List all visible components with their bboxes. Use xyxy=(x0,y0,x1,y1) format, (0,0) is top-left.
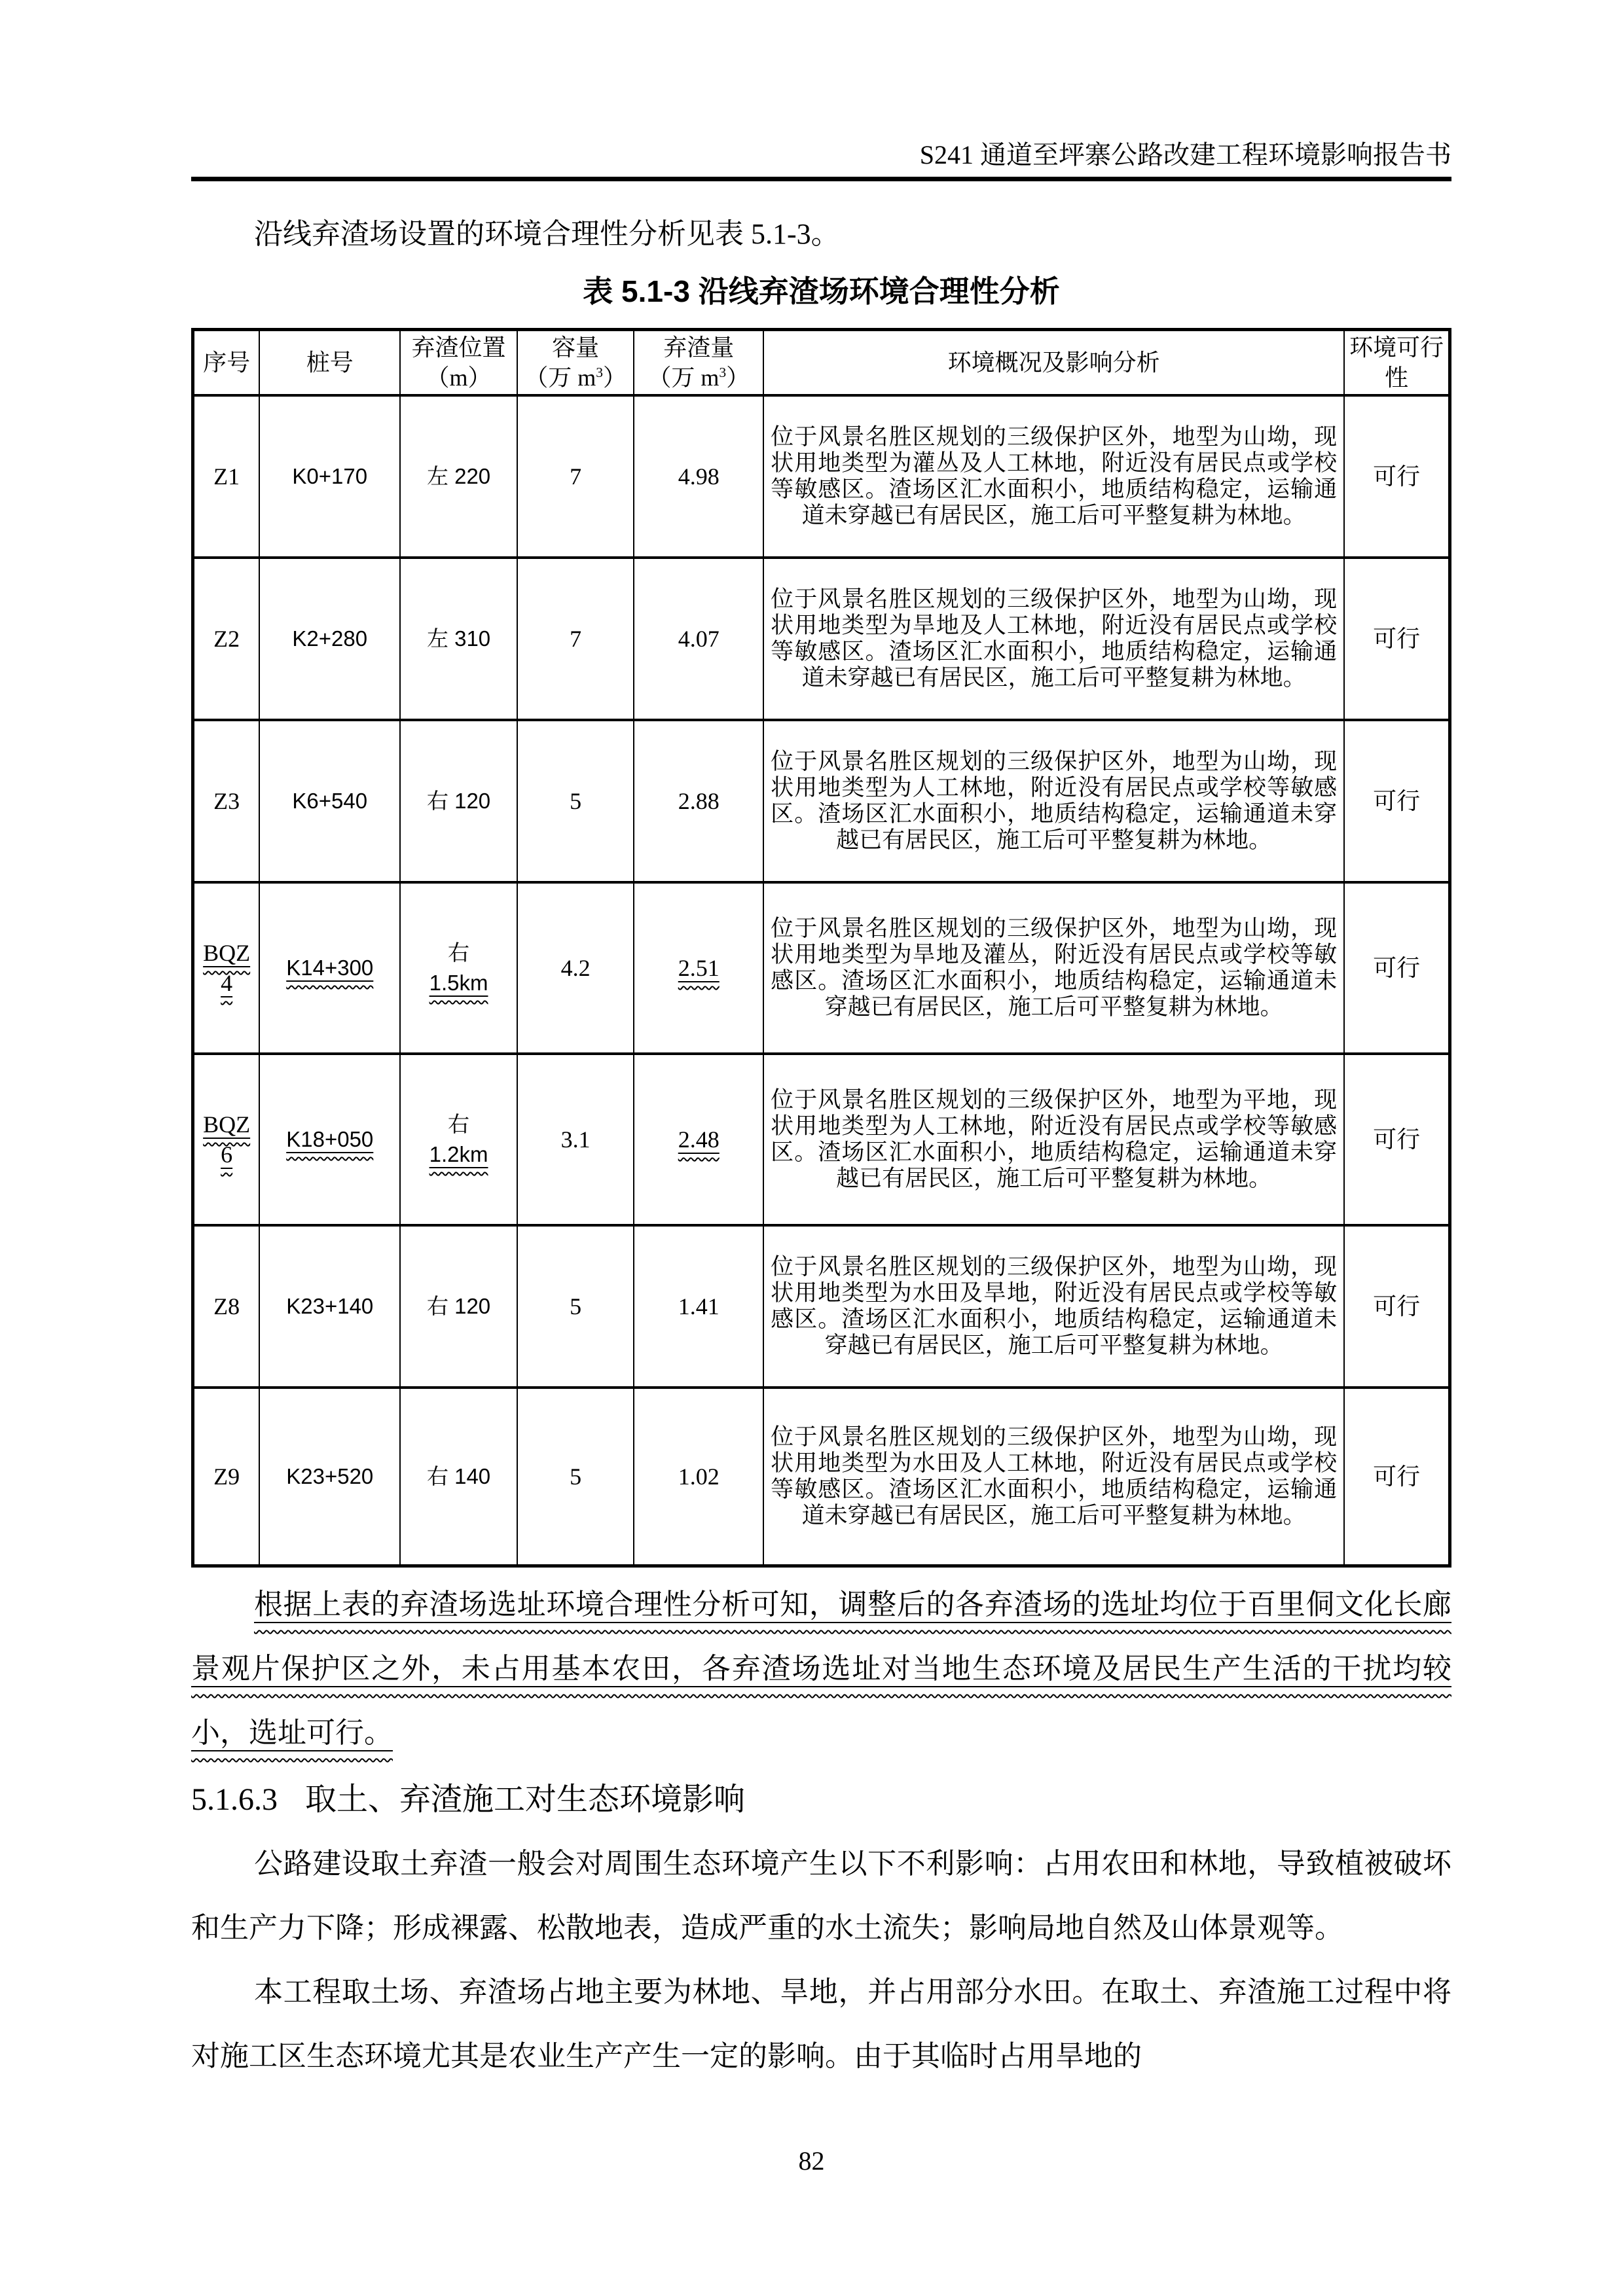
col-header-capacity: 容量 （万 $m^3$） xyxy=(517,330,634,396)
cell-feasibility: 可行 xyxy=(1344,1054,1450,1225)
cell-position: 左 310 xyxy=(400,558,517,720)
table-row-bqz4 xyxy=(193,882,1450,1054)
col-header-position: 弃渣位置 （m） xyxy=(400,330,517,396)
cell-description: 位于风景名胜区规划的三级保护区外，地型为山坳，现状用地类型为水田及人工林地，附近没有居民点或学校等敏感区。渣场区汇水面积小，地质结构稳定，运输通道未穿越已有居民区，施工后可平整复耕为林地。 xyxy=(763,1388,1344,1566)
cell-seq: Z3 xyxy=(193,720,260,882)
conclusion-paragraph: 根据上表的弃渣场选址环境合理性分析可知，调整后的各弃渣场的选址均位于百里侗文化长廊景观片保护区之外，未占用基本农田，各弃渣场选址对当地生态环境及居民生产生活的干扰均较小，选址可行。 xyxy=(191,1588,1451,1749)
table-row-z2 xyxy=(193,558,1450,720)
col-header-feasibility: 环境可行性 xyxy=(1344,330,1450,396)
cell-feasibility: 可行 xyxy=(1344,720,1450,882)
cell-volume: 2.88 xyxy=(634,720,763,882)
cell-volume: 1.41 xyxy=(634,1225,763,1388)
cell-stake: K0+170 xyxy=(259,395,400,558)
cell-stake: K18+050 xyxy=(259,1054,400,1225)
table-row-z3 xyxy=(193,720,1450,882)
section-title: 取土、弃渣施工对生态环境影响 xyxy=(305,1782,746,1817)
page-number: 82 xyxy=(798,2146,825,2176)
cell-stake: K2+280 xyxy=(259,558,400,720)
col-header-seq: 序号 xyxy=(193,330,260,396)
cell-position: 右 1.2km xyxy=(400,1054,517,1225)
col-header-volume: 弃渣量 （万 $m^3$） xyxy=(634,330,763,396)
cell-seq: Z8 xyxy=(193,1225,260,1388)
cell-capacity: 7 xyxy=(517,558,634,720)
cell-description: 位于风景名胜区规划的三级保护区外，地型为山坳，现状用地类型为水田及旱地，附近没有居民点或学校等敏感区。渣场区汇水面积小，地质结构稳定，运输通道未穿越已有居民区，施工后可平整复耕为林地。 xyxy=(763,1225,1344,1388)
cell-capacity: 5 xyxy=(517,1388,634,1566)
header-title: S241 通道至坪寨公路改建工程环境影响报告书 xyxy=(919,140,1451,170)
table-row-z9 xyxy=(193,1388,1450,1566)
section-heading xyxy=(191,1768,1451,1832)
cell-position: 右 120 xyxy=(400,1225,517,1388)
table-header-row xyxy=(193,330,1450,396)
cell-seq: BQZ6 xyxy=(193,1054,260,1225)
cell-description: 位于风景名胜区规划的三级保护区外，地型为山坳，现状用地类型为旱地及人工林地，附近没有居民点或学校等敏感区。渣场区汇水面积小，地质结构稳定，运输通道未穿越已有居民区，施工后可平整复耕为林地。 xyxy=(763,558,1344,720)
table-row-z1 xyxy=(193,395,1450,558)
cell-seq: Z9 xyxy=(193,1388,260,1566)
cell-position: 右 1.5km xyxy=(400,882,517,1054)
table-row-z8 xyxy=(193,1225,1450,1388)
cell-volume: 4.07 xyxy=(634,558,763,720)
cell-capacity: 4.2 xyxy=(517,882,634,1054)
cell-description: 位于风景名胜区规划的三级保护区外，地型为山坳，现状用地类型为旱地及灌丛，附近没有居民点或学校等敏感区。渣场区汇水面积小，地质结构稳定，运输通道未穿越已有居民区，施工后可平整复耕为林地。 xyxy=(763,882,1344,1054)
section-number: 5.1.6.3 xyxy=(191,1782,278,1817)
cell-feasibility: 可行 xyxy=(1344,558,1450,720)
cell-description: 位于风景名胜区规划的三级保护区外，地型为山坳，现状用地类型为人工林地，附近没有居民点或学校等敏感区。渣场区汇水面积小，地质结构稳定，运输通道未穿越已有居民区，施工后可平整复耕为林地。 xyxy=(763,720,1344,882)
paragraph-impacts: 公路建设取土弃渣一般会对周围生态环境产生以下不利影响：占用农田和林地，导致植被破坏和生产力下降；形成裸露、松散地表，造成严重的水土流失；影响局地自然及山体景观等。 xyxy=(191,1848,1451,1944)
cell-feasibility: 可行 xyxy=(1344,1225,1450,1388)
cell-capacity: 5 xyxy=(517,720,634,882)
cell-description: 位于风景名胜区规划的三级保护区外，地型为平地，现状用地类型为人工林地，附近没有居民点或学校等敏感区。渣场区汇水面积小，地质结构稳定，运输通道未穿越已有居民区，施工后可平整复耕为林地。 xyxy=(763,1054,1344,1225)
col-header-description: 环境概况及影响分析 xyxy=(763,330,1344,396)
cell-feasibility: 可行 xyxy=(1344,1388,1450,1566)
cell-capacity: 5 xyxy=(517,1225,634,1388)
cell-volume: 4.98 xyxy=(634,395,763,558)
cell-position: 右 140 xyxy=(400,1388,517,1566)
cell-stake: K23+520 xyxy=(259,1388,400,1566)
cell-volume: 1.02 xyxy=(634,1388,763,1566)
cell-seq: Z1 xyxy=(193,395,260,558)
cell-stake: K23+140 xyxy=(259,1225,400,1388)
cell-feasibility: 可行 xyxy=(1344,395,1450,558)
cell-description: 位于风景名胜区规划的三级保护区外，地型为山坳，现状用地类型为灌丛及人工林地，附近没有居民点或学校等敏感区。渣场区汇水面积小，地质结构稳定，运输通道未穿越已有居民区，施工后可平整复耕为林地。 xyxy=(763,395,1344,558)
cell-volume: 2.51 xyxy=(634,882,763,1054)
cell-seq: Z2 xyxy=(193,558,260,720)
col-header-stake: 桩号 xyxy=(259,330,400,396)
cell-capacity: 7 xyxy=(517,395,634,558)
table-row-bqz6 xyxy=(193,1054,1450,1225)
disposal-sites-table xyxy=(191,328,1451,1568)
cell-seq: BQZ4 xyxy=(193,882,260,1054)
paragraph-occupation: 本工程取土场、弃渣场占地主要为林地、旱地，并占用部分水田。在取土、弃渣施工过程中将对施工区生态环境尤其是农业生产产生一定的影响。由于其临时占用旱地的 xyxy=(191,1976,1451,2072)
cell-feasibility: 可行 xyxy=(1344,882,1450,1054)
cell-position: 左 220 xyxy=(400,395,517,558)
cell-position: 右 120 xyxy=(400,720,517,882)
cell-volume: 2.48 xyxy=(634,1054,763,1225)
cell-stake: K6+540 xyxy=(259,720,400,882)
header-rule xyxy=(191,177,1451,181)
intro-paragraph: 沿线弃渣场设置的环境合理性分析见表 5.1-3。 xyxy=(254,218,840,250)
cell-stake: K14+300 xyxy=(259,882,400,1054)
table-caption: 表 5.1-3 沿线弃渣场环境合理性分析 xyxy=(583,274,1060,308)
cell-capacity: 3.1 xyxy=(517,1054,634,1225)
